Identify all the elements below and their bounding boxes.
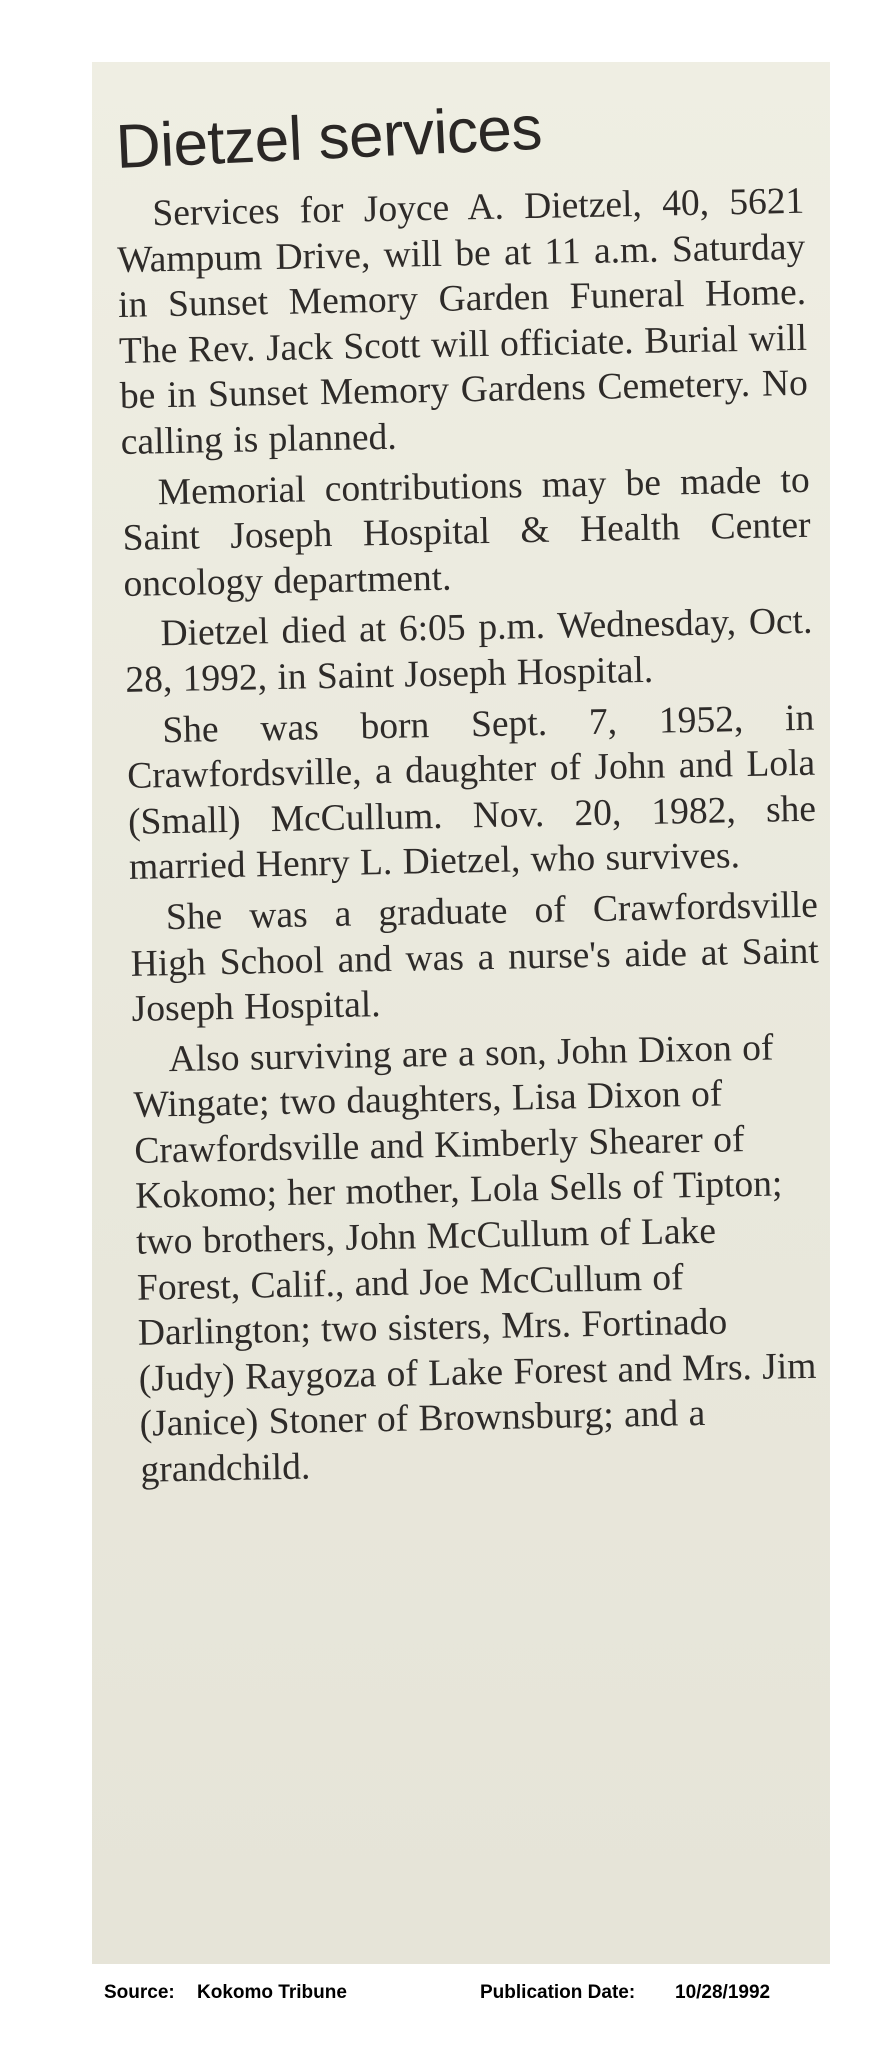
- source-value: Kokomo Tribune: [197, 1982, 347, 2003]
- newspaper-clipping: [92, 62, 830, 1964]
- article-paragraph: Services for Joyce A. Dietzel, 40, 5621 Wampum Drive, will be at 11 a.m. Saturday in Sunset Memory Garden Funeral Home. The Rev. Jack Scott will officiate. Burial will be in Sunset Memory Gardens Cemetery. No calling is planned.: [116, 180, 809, 464]
- article-headline: Dietzel services: [114, 93, 544, 182]
- article-paragraph: Also surviving are a son, John Dixon of Wingate; two daughters, Lisa Dixon of Crawfordsville and Kimberly Shearer of Kokomo; her mother, Lola Sells of Tipton; two brothers, John McCullum of Lake Forest, Calif., and Joe McCullum of Darlington; two sisters, Mrs. Fortinado (Judy) Raygoza of Lake Forest and Mrs. Jim (Janice) Stoner of Brownsburg; and a grandchild.: [133, 1027, 817, 1491]
- source-label: Source:: [104, 1982, 175, 2003]
- publication-date-value: 10/28/1992: [675, 1982, 771, 2003]
- source-footer: [0, 1982, 882, 2006]
- article-paragraph: Memorial contributions may be made to Saint Joseph Hospital & Health Center oncology department.: [122, 459, 811, 605]
- article-paragraph: She was born Sept. 7, 1952, in Crawfordsville, a daughter of John and Lola (Small) McCullum. Nov. 20, 1982, she married Henry L. Dietzel, who survives.: [126, 697, 817, 889]
- publication-date-label: Publication Date:: [480, 1982, 636, 2003]
- article-paragraph: She was a graduate of Crawfordsville High School and was a nurse's aide at Saint Joseph Hospital.: [130, 884, 820, 1031]
- article-paragraph: Dietzel died at 6:05 p.m. Wednesday, Oct. 28, 1992, in Saint Joseph Hospital.: [124, 601, 813, 702]
- article-body: [116, 179, 829, 1494]
